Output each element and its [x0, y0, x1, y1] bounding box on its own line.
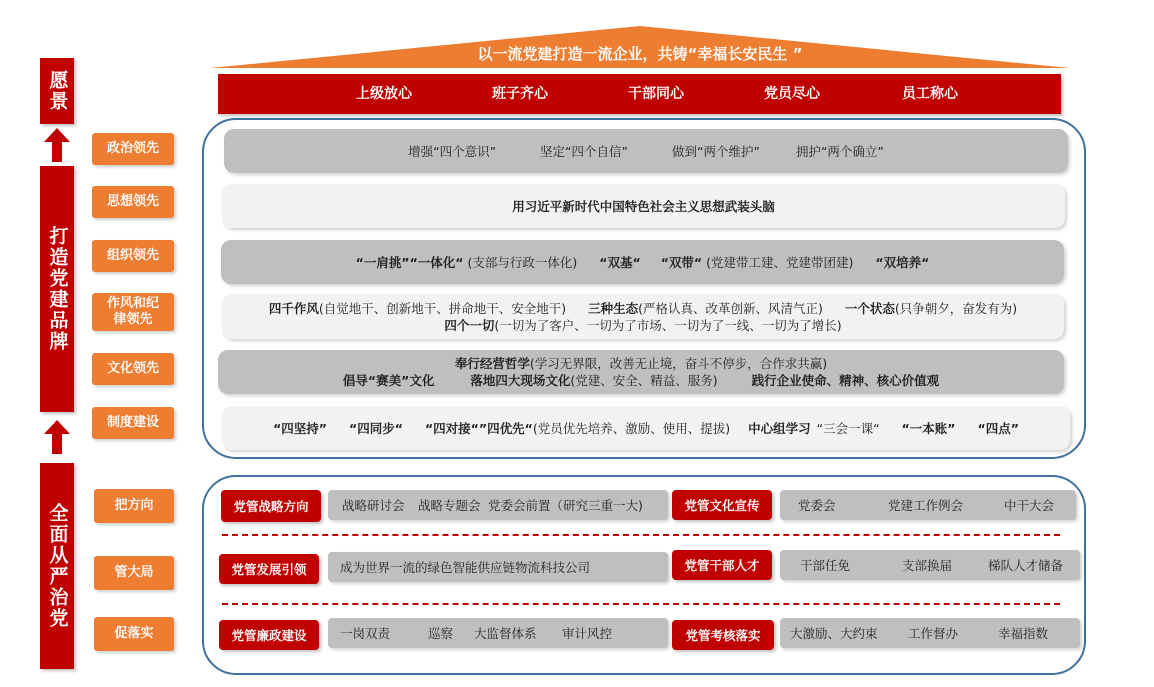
gov-item: 幸福指数 — [998, 626, 1049, 641]
gov-item: 战略研讨会 — [342, 498, 405, 513]
tag-ideology: 思想领先 — [92, 186, 174, 218]
brand-item: 坚定“四个自信” — [540, 144, 628, 159]
brand-item: “四点” — [977, 421, 1019, 436]
brand-item: 奉行经营哲学 — [454, 356, 530, 371]
gov-items-cadre — [780, 550, 1080, 580]
brand-row-style — [222, 294, 1064, 339]
brand-item: 三种生态 — [588, 300, 639, 316]
brand-row-organization — [221, 240, 1064, 284]
gov-items-assessment — [780, 618, 1080, 648]
arrow-up-icon — [44, 420, 70, 454]
tag-culture: 文化领先 — [92, 353, 174, 385]
tag-political: 政治领先 — [92, 133, 174, 165]
gov-tag-culture: 党管文化宣传 — [672, 490, 772, 520]
brand-item: “一肩挑”“一体化“ — [355, 255, 464, 270]
gov-item: 巡察 — [428, 626, 454, 641]
gov-items-strategy — [328, 490, 668, 520]
brand-item: “双带“ — [660, 255, 703, 270]
brand-item: “四坚持” — [273, 421, 327, 436]
brand-item: 落地四大现场文化 — [470, 373, 571, 388]
vision-bar — [218, 74, 1061, 114]
gov-item: 党委会 — [798, 498, 836, 513]
gov-item: 大激励、大约束 — [790, 626, 878, 641]
gov-item: 成为世界一流的绿色智能供应链物流科技公司 — [340, 560, 591, 575]
brand-item-note: (只争朝夕，奋发有为) — [894, 300, 1018, 316]
brand-item: 拥护“两个确立” — [795, 144, 884, 159]
vision-item: 党员尽心 — [764, 86, 820, 102]
brand-item-note: (自觉地干、创新地干、拼命地干、安全地干) — [318, 300, 567, 316]
gov-item: 工作督办 — [908, 626, 959, 641]
brand-row-ideology — [222, 184, 1065, 228]
vision-item: 上级放心 — [356, 86, 412, 102]
brand-row-institution — [222, 406, 1070, 450]
gov-item: 一岗双责 — [340, 626, 391, 641]
tag-style-discipline: 作风和纪律领先 — [92, 293, 174, 331]
gov-tag-assessment: 党管考核落实 — [672, 620, 774, 650]
brand-item-note: (党建、安全、精益、服务) — [570, 373, 718, 388]
brand-item: “一本账” — [901, 421, 956, 436]
divider — [222, 603, 1060, 605]
brand-item: 用习近平新时代中国特色社会主义思想武装头脑 — [512, 199, 775, 214]
brand-item: “四对接“”四优先“ — [424, 421, 533, 436]
brand-item: 一个状态 — [844, 300, 895, 316]
tag-implementation: 促落实 — [94, 617, 174, 651]
brand-item-note: (党建带工建、党建带团建) — [706, 255, 854, 270]
gov-item: 大监督体系 — [474, 626, 537, 641]
brand-item-note: (党员优先培养、激励、使用、提拔) — [532, 421, 731, 436]
tag-institution: 制度建设 — [92, 407, 174, 439]
brand-item: “双基“ — [599, 255, 641, 270]
gov-tag-cadre: 党管干部人才 — [672, 550, 772, 580]
brand-row-political — [224, 129, 1068, 173]
brand-item-note: (一切为了客户、一切为了市场、一切为了一线、一切为了增长) — [494, 317, 842, 333]
gov-item: 党委会前置（研究三重一大) — [488, 498, 643, 513]
gov-tag-development: 党管发展引领 — [219, 554, 319, 584]
gov-item: 党建工作例会 — [888, 498, 964, 513]
brand-item: 做到“两个维护” — [672, 144, 760, 159]
divider — [222, 534, 1060, 536]
brand-item: 增强“四个意识” — [408, 144, 497, 159]
brand-item: “四同步“ — [349, 421, 403, 436]
brand-item: “双培养“ — [875, 255, 930, 270]
brand-item: 践行企业使命、精神、核心价值观 — [751, 373, 940, 388]
brand-item: 四个一切 — [444, 317, 495, 333]
vision-item: 干部同心 — [628, 86, 684, 102]
vision-item: 班子齐心 — [492, 86, 548, 102]
gov-item: 支部换届 — [902, 558, 953, 573]
vision-item: 员工称心 — [902, 86, 958, 102]
gov-tag-strategy: 党管战略方向 — [221, 490, 321, 522]
gov-item: 审计风控 — [562, 626, 613, 641]
brand-item: 倡导“赛美”文化 — [342, 373, 435, 388]
gov-tag-integrity: 党管廉政建设 — [219, 620, 319, 650]
label-vision: 愿景 — [40, 58, 74, 124]
brand-item: 四千作风 — [268, 300, 319, 316]
label-governance: 全面从严治党 — [40, 463, 74, 669]
gov-items-development — [328, 552, 668, 582]
gov-item: 梯队人才储备 — [988, 558, 1064, 573]
brand-item: 中心组学习 — [748, 421, 811, 436]
gov-item: 中干大会 — [1004, 498, 1055, 513]
brand-item-note: (学习无界限，改善无止境，奋斗不停步，合作求共赢) — [529, 356, 828, 371]
brand-item-note: (支部与行政一体化) — [467, 255, 578, 270]
tag-direction: 把方向 — [94, 489, 174, 523]
roof-title: 以一流党建打造一流企业，共铸“幸福长安民生 ” — [477, 45, 803, 63]
arrow-up-icon — [44, 128, 70, 162]
gov-items-integrity — [328, 618, 668, 648]
tag-overall: 管大局 — [94, 556, 174, 590]
gov-item: 战略专题会 — [418, 498, 481, 513]
brand-row-culture — [218, 350, 1064, 394]
label-brand: 打造党建品牌 — [40, 166, 74, 412]
tag-organization: 组织领先 — [92, 240, 174, 272]
brand-item: “三会一课“ — [816, 421, 880, 436]
gov-item: 干部任免 — [800, 558, 851, 573]
gov-items-culture — [780, 490, 1076, 520]
brand-item-note: (严格认真、改革创新、风清气正) — [638, 300, 823, 316]
